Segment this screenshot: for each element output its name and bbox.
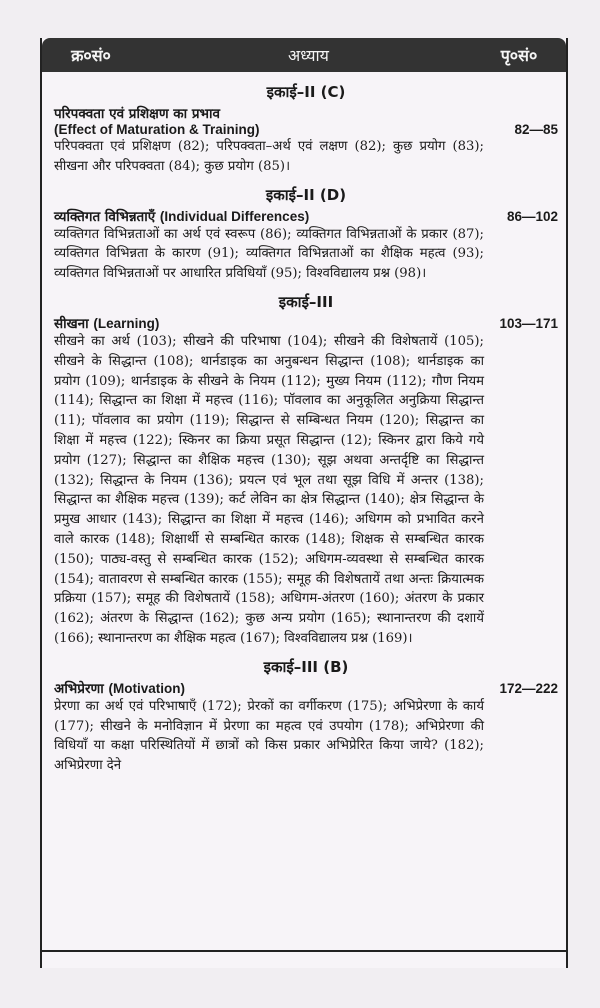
table-header [42,38,566,72]
chapter-title-en: (Motivation) [108,680,185,696]
unit-heading: इकाई–II (D) [265,185,347,204]
topic-list: सीखने का अर्थ (103); सीखने की परिभाषा (104); सीखने की विशेषतायें (105); सीखने के सिद्धान्त (108); थार्नडाइक का अनुबन्धन सिद्धान्त (108); थार्नडाइक का प्रयोग (109); थार्नडाइक के सीखने के नियम (112); मुख्य नियम (112); गौण नियम (114); सिद्धान्त का शिक्षा में महत्त्व (116); पॉवलाव का अनुकूलित अनुक्रिया सिद्धान्त (11); पॉवलाव का प्रयोग (119); सिद्धान्त से सम्बिन्धत नियम (120); सिद्धान्त का शिक्षा में महत्त्व (122); स्किनर का क्रिया प्रसूत सिद्धान्त (12); स्किनर द्वारा किये गये प्रयोग (127); सिद्धान्त का शैक्षिक महत्त्व (130); सूझ अथवा अन्तर्दृष्टि का सिद्धान्त (132); सिद्धान्त के नियम (136); प्रयत्न एवं भूल तथा सूझ विधि में अन्तर (138); सिद्धान्त का शैक्षिक महत्त्व (139); कर्ट लेविन का क्षेत्र सिद्धान्त (140); क्षेत्र सिद्धान्त के प्रमुख आधार (143); सिद्धान्त का शिक्षा में महत्त्व (146); अधिगम को प्रभावित करने वाले कारक (148); शिक्षार्थी से सम्बन्धित कारक (148); शिक्षक से सम्बन्धित कारक (150); पाठ्य-वस्तु से सम्बन्धित कारक (152); अधिगम-व्यवस्था से सम्बन्धित कारक (154); वातावरण से सम्बन्धित कारक (155); समूह की विशेषतायें तथा अन्तः क्रियात्मक प्रक्रिया (157); समूह की विशेषतायें (158); अधिगम-अंतरण (160); अंतरण के प्रकार (162); अंतरण के सिद्धान्त (162); कुछ अन्य प्रयोग (165); स्थानान्तरण की दशायें (166); स्थानान्तरण का शैक्षिक महत्व (167); विश्वविद्यालय प्रश्न (169)। [54,333,484,646]
unit-heading: इकाई–II (C) [266,83,346,101]
chapter-title: अभिप्रेरणा [54,680,104,697]
chapter-title-line [54,207,476,225]
chapter-title-en: (Learning) [93,315,160,331]
chapter-row [54,314,558,332]
page-range: 172—222 [499,680,558,696]
chapter-title: परिपक्वता एवं प्रशिक्षण का प्रभाव [54,106,221,122]
chapter-column-header: अध्याय [288,46,329,65]
section-maturation [54,82,558,177]
unit-heading: इकाई–III (B) [263,657,349,676]
unit-heading: इकाई–III [278,292,334,311]
chapter-row [54,679,558,697]
bottom-rule [40,950,568,952]
section-learning [54,292,558,649]
page-column-header: पृ०सं० [500,46,538,65]
contents-list [42,72,566,776]
chapter-title-line [54,314,476,332]
chapter-title-en: (Individual Differences) [159,208,310,224]
section-individual-differences [54,185,558,284]
section-motivation [54,657,558,776]
chapter-title: व्यक्तिगत विभिन्नताएँ [54,208,156,225]
page-range: 103—171 [499,315,558,331]
topic-list: व्यक्तिगत विभिन्नताओं का अर्थ एवं स्वरूप (86); व्यक्तिगत विभिन्नताओं के प्रकार (87); व्यक्तिगत विभिन्नता के कारण (91); व्यक्तिगत विभिन्नताओं का शैक्षिक महत्व (93); व्यक्तिगत विभिन्नताओं पर आधारित प्रविधियाँ (95); विश्वविद्यालय प्रश्न (98)। [54,226,484,282]
chapter-row [54,207,558,225]
serial-column-header: क्र०सं० [71,46,111,65]
chapter-title: सीखना [54,315,89,332]
chapter-row [54,104,558,122]
topic-list: परिपक्वता एवं प्रशिक्षण (82); परिपक्वता–अर्थ एवं लक्षण (82); कुछ प्रयोग (83); सीखना और परिपक्वता (84); कुछ प्रयोग (85)। [54,139,484,174]
chapter-title-en: (Effect of Maturation & Training) [54,122,260,137]
contents-page [40,38,568,968]
page-range: 82—85 [514,122,558,137]
chapter-row-en [54,122,558,137]
topic-list: प्रेरणा का अर्थ एवं परिभाषाएँ (172); प्रेरकों का वर्गीकरण (175); अभिप्रेरणा के कार्य (177); सीखने के मनोविज्ञान में प्रेरणा का महत्व एवं उपयोग (178); अभिप्रेरणा की विधियाँ या कक्षा परिस्थितियों में छात्रों को किस प्रकार अभिप्रेरित किया जाये? (182); अभिप्रेरणा देने [54,698,484,774]
chapter-title-line [54,679,476,697]
page-range: 86—102 [506,208,558,224]
